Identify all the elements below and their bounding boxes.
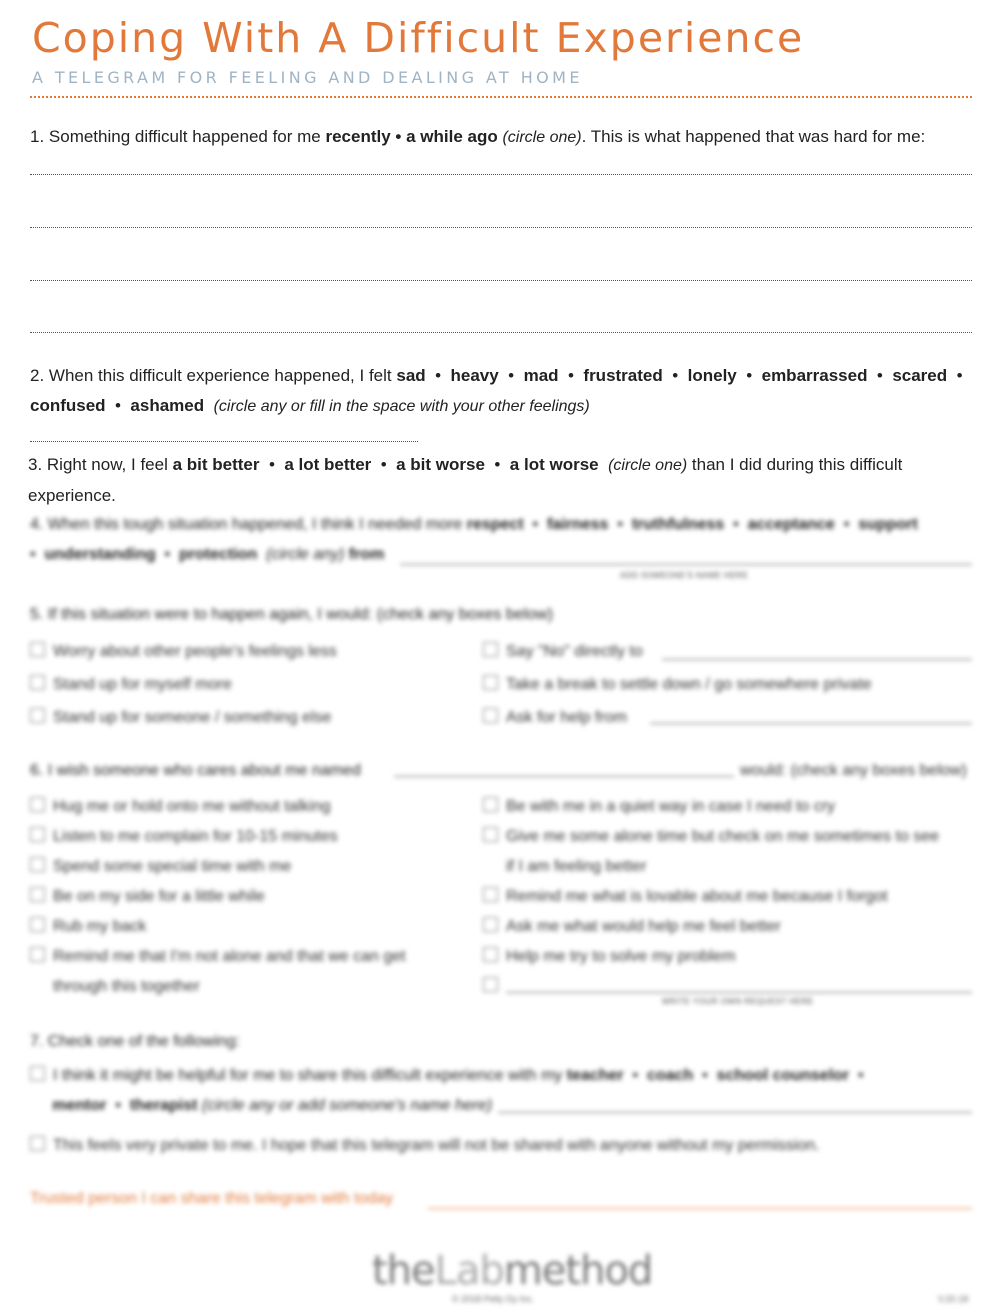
q4-need-respect[interactable]: respect (466, 516, 524, 533)
q1-instruction: (circle one) (502, 129, 582, 146)
question-4: 4. When this tough situation happened, I think I needed more respect • fairness • truthfulness • acceptance • support • understanding • protection (circle any) from (30, 516, 918, 563)
q5-option-1[interactable]: Worry about other people's feelings less (30, 641, 337, 663)
q1-answer-line-2[interactable] (30, 227, 972, 228)
page-title: Coping With A Difficult Experience (32, 14, 805, 62)
lab-method-logo: theLabmethod (372, 1248, 653, 1294)
q6-suffix: would: (check any boxes below) (740, 762, 967, 779)
checkbox-icon[interactable] (483, 827, 498, 842)
q6-left-option-1[interactable]: Hug me or hold onto me without talking (30, 796, 330, 818)
q6-left-option-6[interactable]: Remind me that I'm not alone and that we can get (30, 946, 406, 968)
q2-other-feelings-field[interactable] (30, 423, 418, 442)
q3-suffix: than I did during this difficult experience. (28, 455, 903, 505)
q7-person-school-counselor[interactable]: school counselor (716, 1067, 850, 1084)
q2-feeling-embarrassed[interactable]: embarrassed (761, 366, 868, 385)
q6-left-option-2[interactable]: Listen to me complain for 10-15 minutes (30, 826, 338, 848)
q4-from: from (348, 546, 385, 563)
q6-right-option-2[interactable]: Give me some alone time but check on me sometimes to see (483, 826, 939, 848)
q4-need-understanding[interactable]: understanding (44, 546, 156, 563)
q2-feeling-lonely[interactable]: lonely (687, 366, 737, 385)
q7-person-coach[interactable]: coach (647, 1067, 694, 1084)
q7-option-share[interactable]: I think it might be helpful for me to share this difficult experience with my teacher • coach • school counselor • mentor • therapist (circle any or add someone's name here) (30, 1061, 972, 1121)
q5-prompt: 5. If this situation were to happen again, I would: (check any boxes below) (30, 606, 553, 623)
question-2: 2. When this difficult experience happened, I felt sad • heavy • mad • frustrated • lonely • embarrassed • scared • confused • ashamed (circle any or fill in the space with your other feelings) (30, 361, 972, 452)
q6-left-option-5[interactable]: Rub my back (30, 916, 146, 938)
q6-left-option-4[interactable]: Be on my side for a little while (30, 886, 265, 908)
q1-prefix: 1. Something difficult happened for me (30, 127, 326, 146)
q6-custom-request-field[interactable] (506, 992, 972, 993)
q2-feeling-mad[interactable]: mad (523, 366, 559, 385)
q4-need-support[interactable]: support (858, 516, 918, 533)
q2-feeling-sad[interactable]: sad (396, 366, 426, 385)
q5-option-6[interactable]: Ask for help from (483, 707, 627, 729)
q6-right-option-3[interactable]: Remind me what is lovable about me because I forgot (483, 886, 888, 908)
trusted-person-field[interactable] (428, 1208, 972, 1209)
q4-need-acceptance[interactable]: acceptance (747, 516, 835, 533)
q6-left-option-3[interactable]: Spend some special time with me (30, 856, 291, 878)
q2-feeling-frustrated[interactable]: frustrated (583, 366, 663, 385)
q1-answer-line-3[interactable] (30, 280, 972, 281)
q6-left-option-6-cont: through this together (53, 978, 200, 995)
checkbox-icon[interactable] (30, 857, 45, 872)
q6-hint: WRITE YOUR OWN REQUEST HERE (662, 997, 814, 1006)
q5-say-no-field[interactable] (662, 659, 972, 660)
q1-answer-line-4[interactable] (30, 332, 972, 333)
q3-option-a-lot-worse[interactable]: a lot worse (509, 455, 599, 474)
trusted-person-label: Trusted person I can share this telegram with today (30, 1190, 394, 1207)
q1-suffix: . This is what happened that was hard for me: (581, 127, 926, 146)
question-1 (30, 122, 972, 153)
checkbox-icon[interactable] (483, 708, 498, 723)
q7-person-mentor[interactable]: mentor (52, 1097, 107, 1114)
q5-option-5[interactable]: Take a break to settle down / go somewhere private (483, 674, 872, 696)
q7-instruction: (circle any or add someone's name here) (201, 1097, 493, 1114)
q3-option-a-bit-worse[interactable]: a bit worse (396, 455, 485, 474)
q1-option-a-while-ago[interactable]: a while ago (406, 127, 498, 146)
checkbox-icon[interactable] (483, 887, 498, 902)
q4-prefix: 4. When this tough situation happened, I think I needed more (30, 516, 467, 533)
q6-right-option-5[interactable]: Help me try to solve my problem (483, 946, 735, 968)
q5-option-2[interactable]: Stand up for myself more (30, 674, 232, 696)
q7-prompt: 7. Check one of the following: (30, 1033, 240, 1050)
q6-prompt: 6. I wish someone who cares about me named (30, 762, 361, 779)
q3-prefix: 3. Right now, I feel (28, 455, 173, 474)
q4-hint: ADD SOMEONE'S NAME HERE (620, 571, 749, 580)
q6-right-option-2-cont: if I am feeling better (506, 858, 647, 875)
q1-answer-line-1[interactable] (30, 174, 972, 175)
checkbox-icon[interactable] (30, 887, 45, 902)
checkbox-icon[interactable] (30, 797, 45, 812)
checkbox-icon[interactable] (30, 1136, 45, 1151)
q4-instruction: (circle any) (266, 546, 345, 563)
checkbox-icon[interactable] (483, 917, 498, 932)
q4-need-truthfulness[interactable]: truthfulness (631, 516, 725, 533)
q2-instruction: (circle any or fill in the space with your other feelings) (213, 398, 590, 415)
q2-feeling-confused[interactable]: confused (30, 396, 106, 415)
checkbox-icon[interactable] (483, 947, 498, 962)
q5-help-from-field[interactable] (650, 723, 972, 724)
q6-right-option-custom[interactable] (483, 976, 506, 998)
q5-option-4[interactable]: Say "No" directly to (483, 641, 643, 663)
q7-name-field[interactable] (498, 1112, 972, 1113)
q4-need-protection[interactable]: protection (179, 546, 258, 563)
q3-option-a-lot-better[interactable]: a lot better (284, 455, 372, 474)
q6-right-option-1[interactable]: Be with me in a quiet way in case I need to cry (483, 796, 835, 818)
page-subtitle: A TELEGRAM FOR FEELING AND DEALING AT HOME (32, 68, 583, 87)
q1-option-recently[interactable]: recently (325, 127, 391, 146)
q7-person-teacher[interactable]: teacher (566, 1067, 624, 1084)
checkbox-icon[interactable] (483, 977, 498, 992)
q6-name-field[interactable] (394, 776, 734, 777)
checkbox-icon[interactable] (30, 642, 45, 657)
q4-name-field[interactable] (400, 564, 972, 565)
checkbox-icon[interactable] (30, 917, 45, 932)
checkbox-icon[interactable] (483, 675, 498, 690)
copyright: © 2018 Pelly Oy Inc. (452, 1294, 535, 1304)
q7-person-therapist[interactable]: therapist (129, 1097, 198, 1114)
title-divider (30, 96, 972, 98)
q3-instruction: (circle one) (608, 457, 688, 474)
q1-separator: • (390, 127, 407, 146)
checkbox-icon[interactable] (30, 675, 45, 690)
q7-option-private[interactable]: This feels very private to me. I hope that this telegram will not be shared with anyone without my permission. (30, 1135, 820, 1157)
question-3: 3. Right now, I feel a bit better • a lot better • a bit worse • a lot worse (circle one) than I did during this difficult experience. (28, 455, 903, 505)
checkbox-icon[interactable] (30, 708, 45, 723)
q2-feeling-ashamed[interactable]: ashamed (130, 396, 205, 415)
q5-option-3[interactable]: Stand up for someone / something else (30, 707, 331, 729)
q3-option-a-bit-better[interactable]: a bit better (172, 455, 260, 474)
q2-feeling-scared[interactable]: scared (892, 366, 948, 385)
checkbox-icon[interactable] (30, 947, 45, 962)
q4-need-fairness[interactable]: fairness (547, 516, 609, 533)
checkbox-icon[interactable] (483, 797, 498, 812)
q2-prefix: 2. When this difficult experience happened, I felt (30, 366, 397, 385)
version-label: V.20.18 (938, 1294, 969, 1304)
checkbox-icon[interactable] (483, 642, 498, 657)
q2-feeling-heavy[interactable]: heavy (450, 366, 499, 385)
checkbox-icon[interactable] (30, 827, 45, 842)
q6-right-option-4[interactable]: Ask me what would help me feel better (483, 916, 781, 938)
checkbox-icon[interactable] (30, 1066, 45, 1081)
